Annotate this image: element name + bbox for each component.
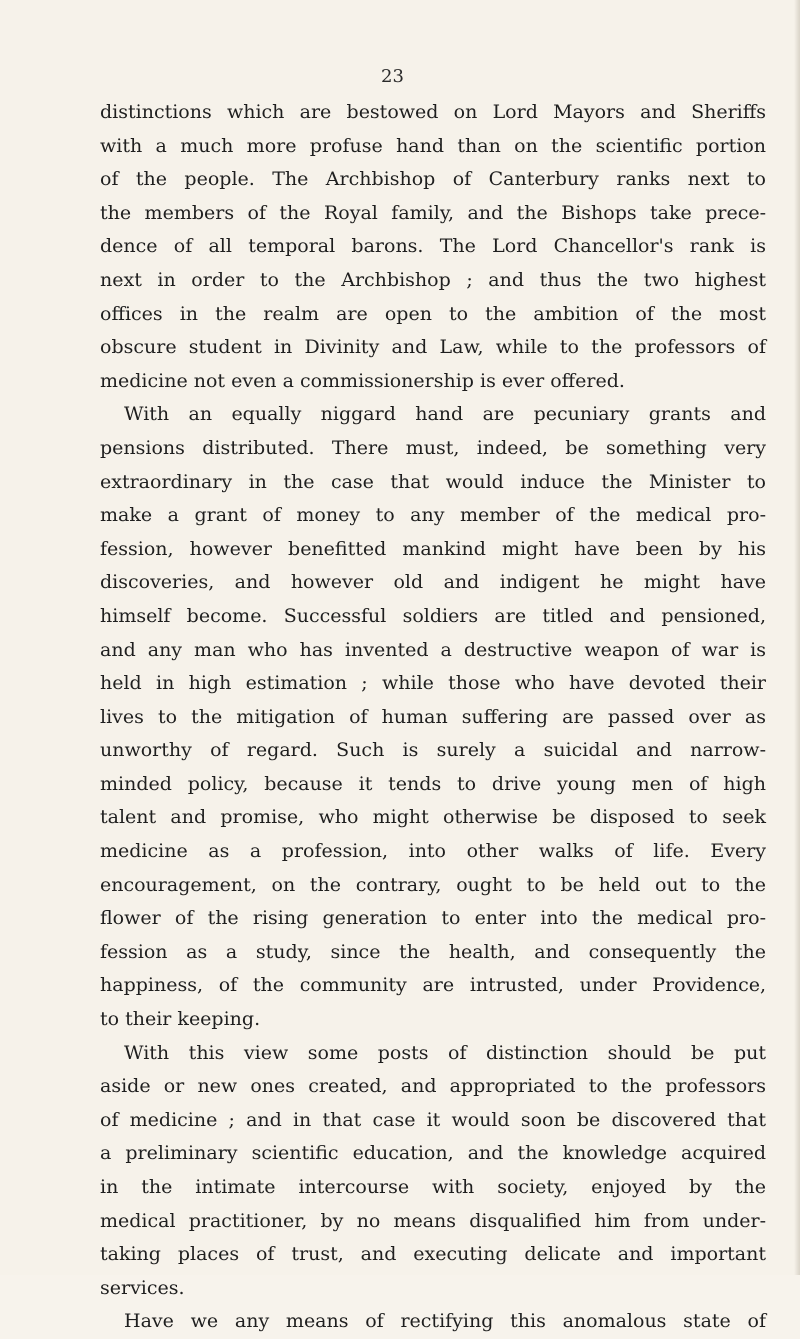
- text-line: unworthy of regard. Such is surely a suicidal and narrow-: [100, 739, 766, 762]
- text-line: With this view some posts of distinction should be put: [124, 1041, 766, 1064]
- text-line: fession, however benefitted mankind might have been by his: [100, 537, 766, 560]
- body-text: [100, 96, 766, 1339]
- text-line: with a much more profuse hand than on the scientific portion: [100, 134, 766, 157]
- text-line: happiness, of the community are intrusted, under Providence,: [100, 974, 766, 997]
- text-line: next in order to the Archbishop ; and thus the two highest: [100, 268, 766, 291]
- text-line: in the intimate intercourse with society, enjoyed by the: [100, 1176, 766, 1198]
- text-line: the members of the Royal family, and the Bishops take prece-: [100, 201, 766, 224]
- text-line: distinctions which are bestowed on Lord Mayors and Sheriffs: [100, 101, 766, 123]
- text-line: pensions distributed. There must, indeed, be something very: [100, 436, 766, 459]
- text-line: make a grant of money to any member of the medical pro-: [100, 504, 766, 527]
- text-line: Have we any means of rectifying this anomalous state of: [124, 1310, 766, 1333]
- text-line: held in high estimation ; while those who have devoted their: [100, 672, 766, 695]
- text-line: flower of the rising generation to enter into the medical pro-: [100, 907, 766, 930]
- text-line: a preliminary scientific education, and the knowledge acquired: [100, 1142, 766, 1165]
- text-line: medical practitioner, by no means disqualified him from under-: [100, 1209, 766, 1232]
- text-line: fession as a study, since the health, and consequently the: [100, 940, 766, 963]
- page-edge-shadow: [794, 0, 800, 1275]
- text-line: minded policy, because it tends to drive young men of high: [100, 772, 766, 795]
- text-line: With an equally niggard hand are pecuniary grants and: [124, 403, 766, 426]
- text-line: to their keeping.: [100, 1008, 261, 1031]
- text-line: extraordinary in the case that would induce the Minister to: [100, 470, 766, 493]
- text-line: of medicine ; and in that case it would soon be discovered that: [100, 1108, 766, 1131]
- text-line: discoveries, and however old and indigent he might have: [100, 571, 766, 594]
- text-line: encouragement, on the contrary, ought to be held out to the: [100, 873, 766, 896]
- text-line: services.: [100, 1276, 185, 1299]
- text-line: and any man who has invented a destructive weapon of war is: [100, 638, 766, 661]
- text-line: obscure student in Divinity and Law, while to the professors of: [100, 336, 766, 359]
- text-line: aside or new ones created, and appropriated to the professors: [100, 1075, 766, 1098]
- text-line: medicine as a profession, into other walks of life. Every: [100, 840, 766, 863]
- text-line: medicine not even a commissionership is ever offered.: [100, 369, 625, 392]
- text-line: of the people. The Archbishop of Canterbury ranks next to: [100, 168, 766, 191]
- text-line: himself become. Successful soldiers are titled and pensioned,: [100, 604, 766, 627]
- text-line: taking places of trust, and executing delicate and important: [100, 1243, 766, 1266]
- text-line: talent and promise, who might otherwise be disposed to seek: [100, 806, 766, 829]
- text-line: offices in the realm are open to the ambition of the most: [100, 302, 766, 325]
- text-line: lives to the mitigation of human suffering are passed over as: [100, 705, 766, 728]
- page-number: 23: [381, 66, 404, 87]
- text-line: dence of all temporal barons. The Lord Chancellor's rank is: [100, 235, 766, 258]
